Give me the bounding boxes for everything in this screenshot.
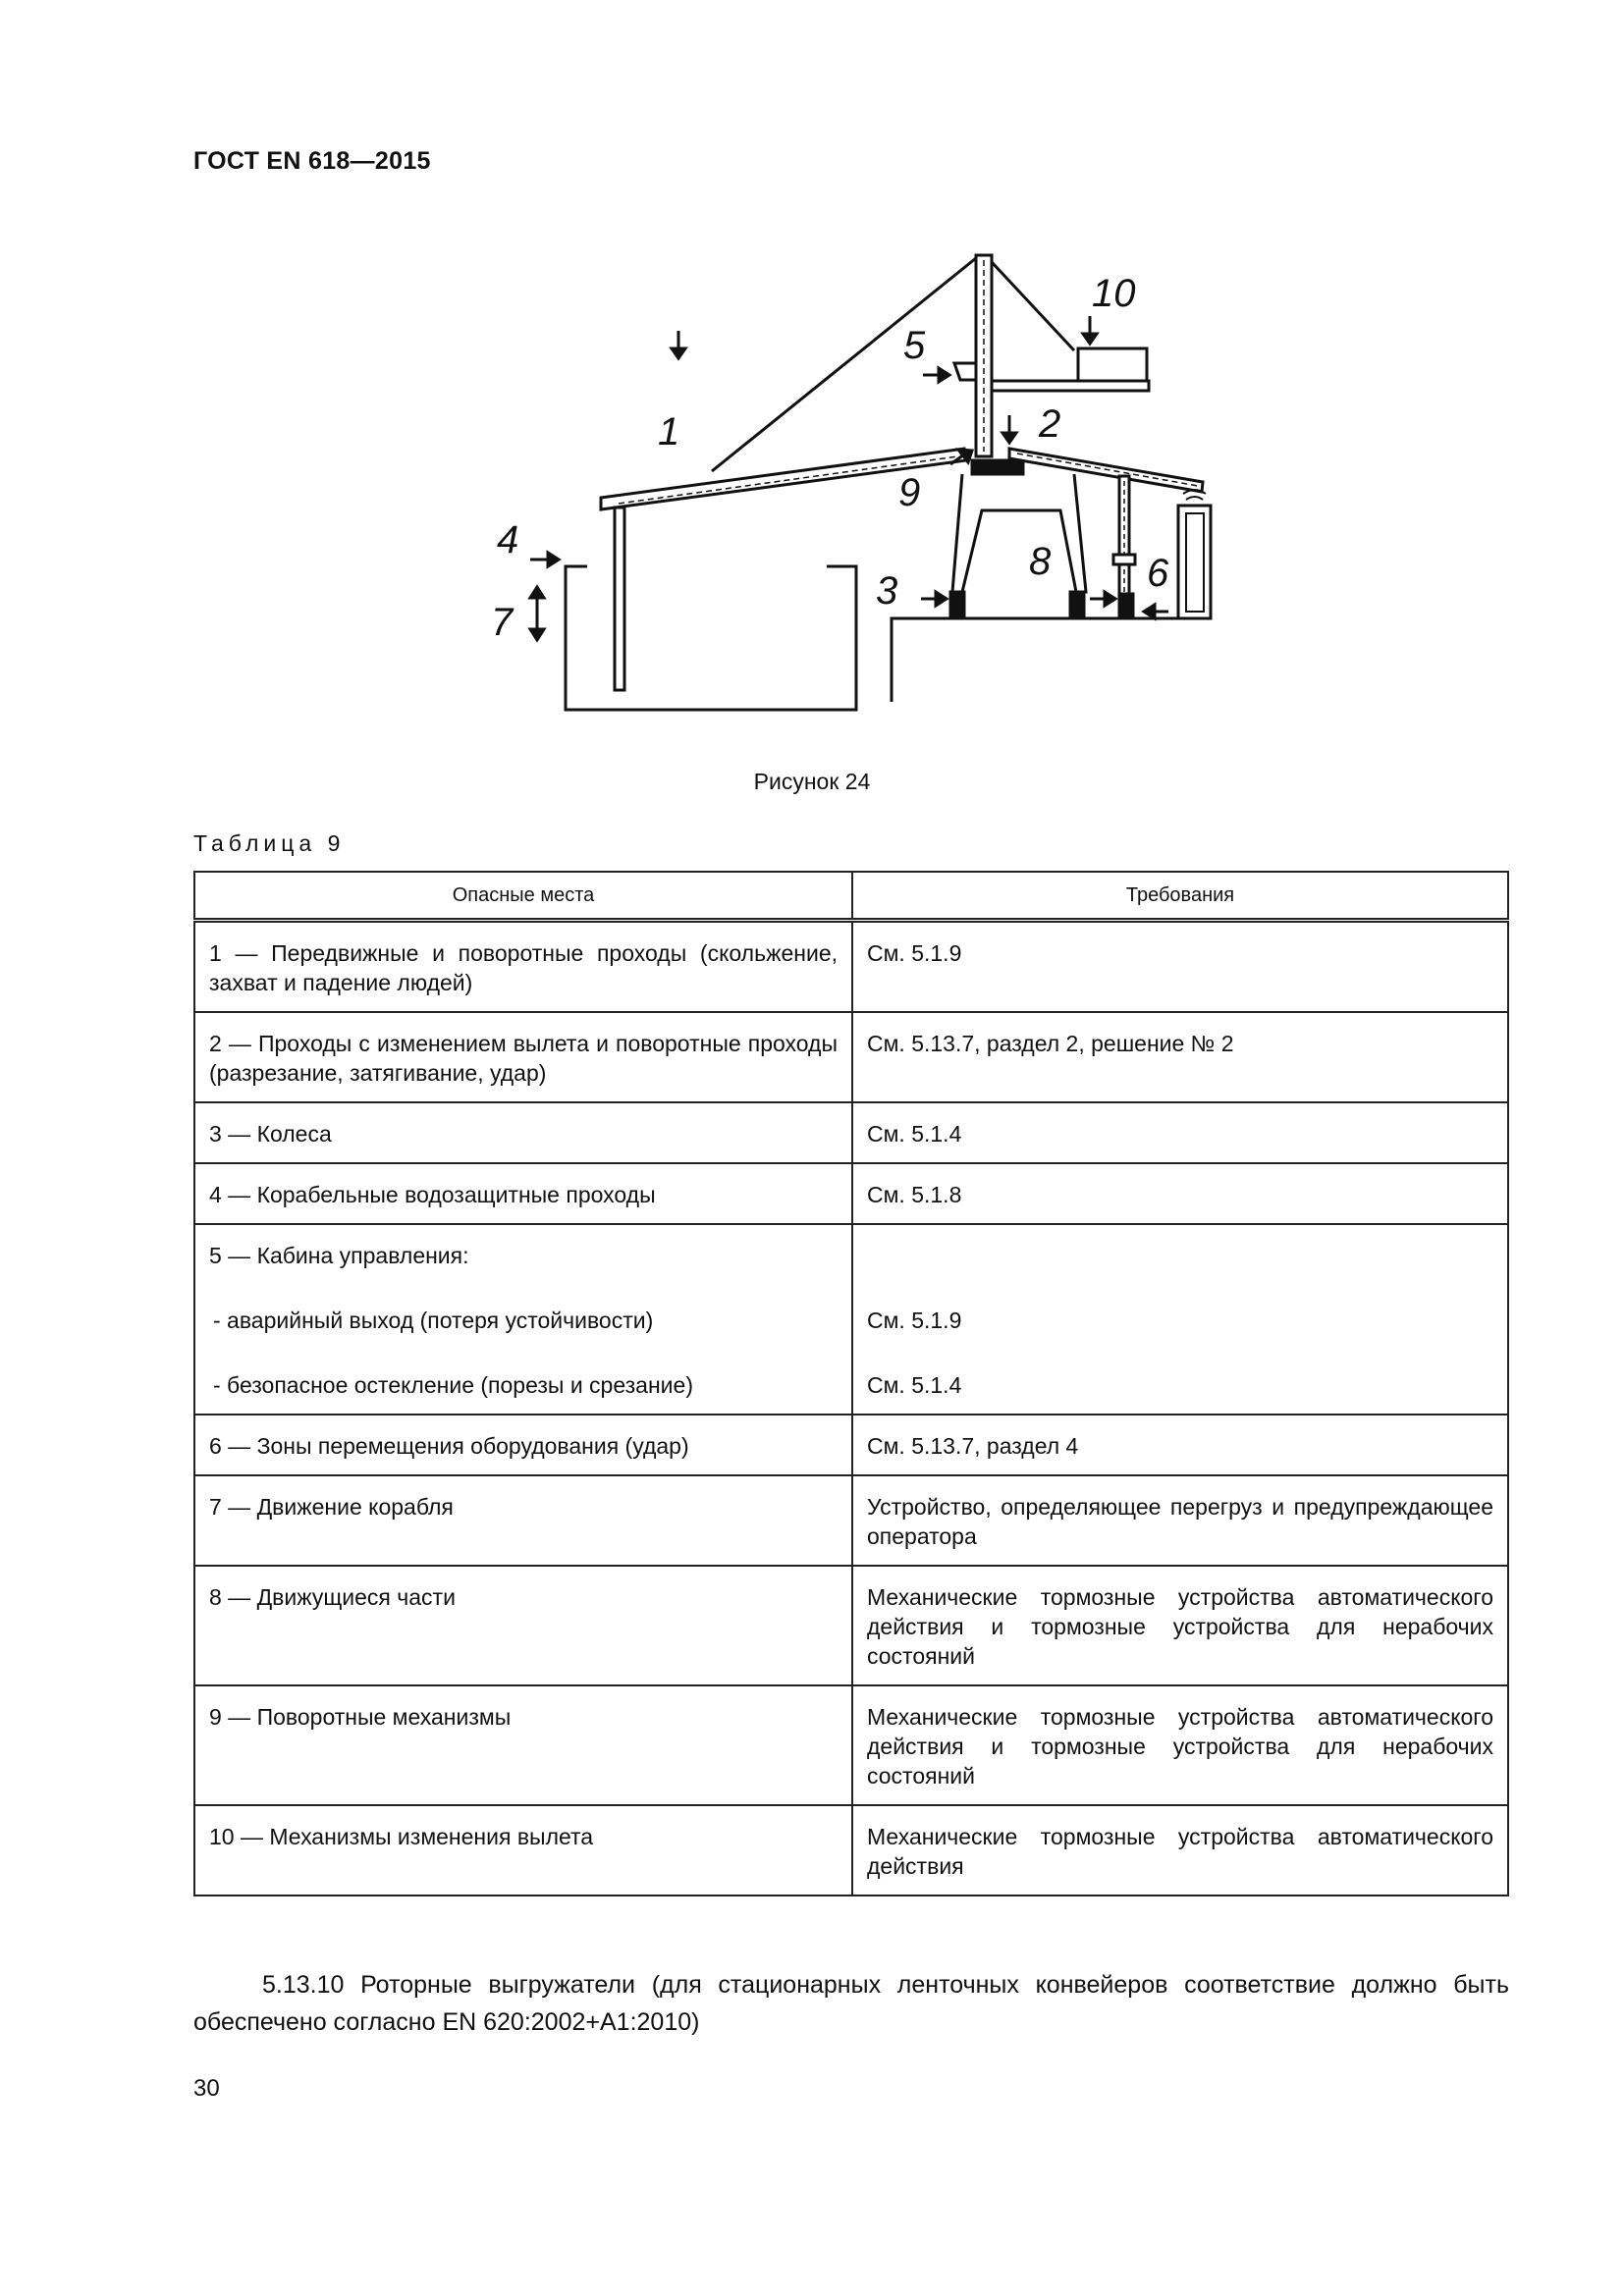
label-7: 7 [491,601,514,644]
label-6: 6 [1147,552,1169,595]
hazard-cell-cab [194,1224,852,1415]
label-3: 3 [876,569,898,613]
label-1: 1 [658,410,680,454]
requirement-cell: См. 5.1.9 [852,921,1508,1013]
label-9: 9 [898,471,921,514]
label-5: 5 [903,324,926,367]
label-10: 10 [1092,272,1136,315]
table-row [194,1102,1508,1163]
requirement-cell: См. 5.1.8 [852,1163,1508,1224]
document-header: ГОСТ EN 618—2015 [193,147,431,175]
hazard-cab-sub-1: - аварийный выход (потеря устойчивости) [213,1308,654,1333]
boom-right [1009,449,1203,492]
label-2: 2 [1039,402,1061,446]
hazard-cab-sub-2: - безопасное остекление (порезы и срезание) [213,1372,693,1398]
figure-caption: Рисунок 24 [753,769,871,794]
crane-figure [471,240,1237,731]
hazard-cell: 4 — Корабельные водозащитные проходы [194,1163,852,1224]
equipment-cabinet [1178,506,1211,618]
hazards-table [193,871,1509,1896]
table-row [194,1805,1508,1896]
hazard-cell: 6 — Зоны перемещения оборудования (удар) [194,1415,852,1475]
table-row [194,1566,1508,1685]
stay-rear [992,262,1074,350]
wheel-left [950,592,964,615]
slewing-platform [972,460,1023,474]
table-row [194,1475,1508,1566]
label-8: 8 [1029,540,1052,583]
table-row [194,921,1508,1013]
table-row [194,1224,1508,1415]
table-row [194,1415,1508,1475]
table-title: Таблица 9 [193,830,346,856]
page-number: 30 [193,2075,220,2102]
hazard-cell: 9 — Поворотные механизмы [194,1685,852,1805]
requirement-cab-title [867,1241,1493,1270]
hazard-cell: 7 — Движение корабля [194,1475,852,1566]
hazard-cab-title: 5 — Кабина управления: [209,1243,469,1268]
hazard-cell: 8 — Движущиеся части [194,1566,852,1685]
hazard-cell: 2 — Проходы с изменением вылета и поворотные проходы (разрезание, затягивание, удар) [194,1012,852,1102]
wheel-right [1070,592,1084,615]
requirement-cell: Механические тормозные устройства автоматического действия и тормозные устройства для нерабочих состояний [852,1685,1508,1805]
requirement-cell: См. 5.13.7, раздел 4 [852,1415,1508,1475]
requirement-cab-sub-1: См. 5.1.9 [867,1308,962,1333]
section-paragraph: 5.13.10 Роторные выгружатели (для стационарных ленточных конвейеров соответствие должно быть обеспечено согласно EN 620:2002+A1:2010) [193,1971,1509,2036]
portal-frame [952,474,1086,592]
stay-front [712,258,976,471]
crane-diagram [471,240,1237,731]
requirement-cell-cab [852,1224,1508,1415]
hazard-cell: 10 — Механизмы изменения вылета [194,1805,852,1896]
boom-leg [615,507,624,690]
hazard-cell: 1 — Передвижные и поворотные проходы (скольжение, захват и падение людей) [194,921,852,1013]
ship-hull [566,566,856,710]
hazard-cell: 3 — Колеса [194,1102,852,1163]
cab [954,363,976,380]
table-row [194,1685,1508,1805]
table-row [194,1163,1508,1224]
requirement-cell: См. 5.13.7, раздел 2, решение № 2 [852,1012,1508,1102]
quay-edge [892,618,1211,702]
requirement-cab-sub-2: См. 5.1.4 [867,1372,962,1398]
label-4: 4 [497,518,519,561]
table-header-row [194,872,1508,921]
column-header-requirement: Требования [852,872,1508,921]
counter-jib [992,381,1149,391]
requirement-cell: Механические тормозные устройства автоматического действия [852,1805,1508,1896]
table-row [194,1012,1508,1102]
requirement-cell: См. 5.1.4 [852,1102,1508,1163]
requirement-cell: Механические тормозные устройства автоматического действия и тормозные устройства для нерабочих состояний [852,1566,1508,1685]
requirement-cell: Устройство, определяющее перегруз и предупреждающее оператора [852,1475,1508,1566]
column-header-hazard: Опасные места [194,872,852,921]
